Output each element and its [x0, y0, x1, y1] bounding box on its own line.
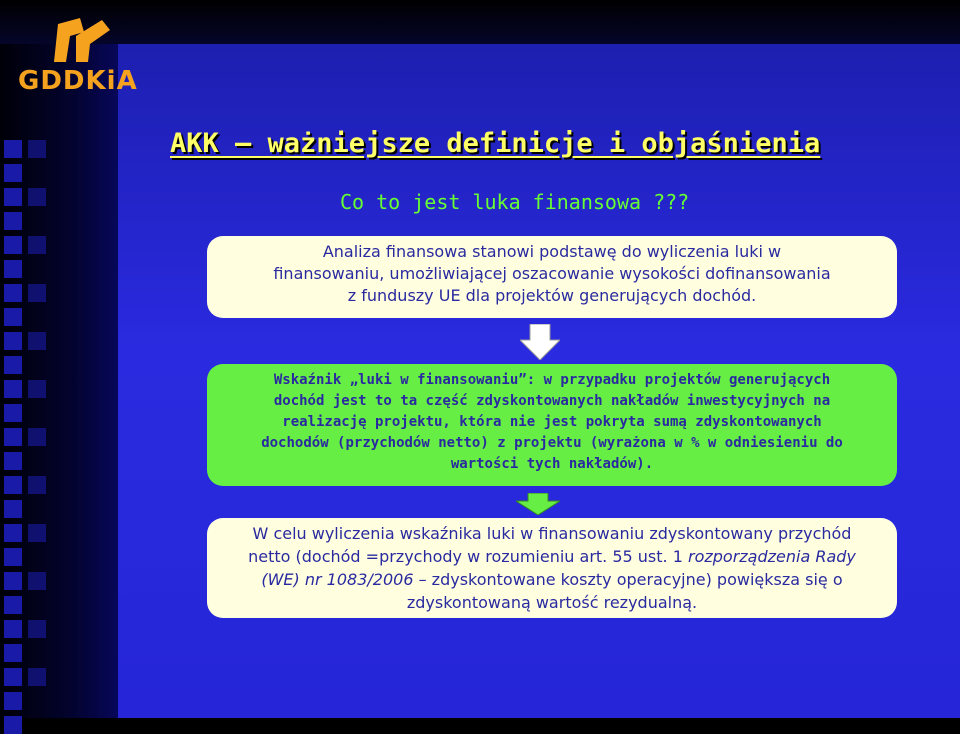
slide-subtitle: Co to jest luka finansowa ???	[340, 190, 690, 214]
financial-analysis-box	[207, 236, 897, 318]
box3-line: W celu wyliczenia wskaźnika luki w finansowaniu zdyskontowany przychód	[252, 524, 852, 543]
box3-line	[215, 568, 889, 591]
box2-line: Wskaźnik „luki w finansowaniu”: w przypadku projektów generujących	[273, 372, 831, 388]
box2-line: wartości tych nakładów).	[450, 456, 654, 472]
box3-regulation-text: (WE) nr 1083/2006	[261, 570, 414, 589]
box2-line: dochód jest to ta część zdyskontowanych nakładów inwestycyjnych na	[273, 393, 831, 409]
box2-line: realizację projektu, która nie jest pokryta sumą zdyskontowanych	[282, 414, 822, 430]
box3-text: – zdyskontowane koszty operacyjne) powiększa się o	[413, 570, 843, 589]
box3-regulation-text: rozporządzenia Rady	[687, 547, 856, 566]
gddkia-logo	[18, 14, 148, 96]
funding-gap-definition-box	[207, 364, 897, 486]
calculation-method-box	[207, 518, 897, 618]
box1-line: Analiza finansowa stanowi podstawę do wyliczenia luki w	[322, 242, 782, 261]
logo-mark-icon	[18, 14, 148, 70]
down-arrow-icon	[516, 493, 560, 515]
box3-text: netto (dochód =przychody w rozumieniu art. 55 ust. 1	[248, 547, 688, 566]
box3-line	[215, 545, 889, 568]
box3-line: zdyskontowaną wartość rezydualną.	[406, 593, 698, 612]
left-strip	[0, 44, 118, 718]
down-arrow-icon	[520, 324, 560, 360]
box1-line: z funduszy UE dla projektów generujących dochód.	[347, 286, 757, 305]
slide-title: AKK – ważniejsze definicje i objaśnienia	[170, 128, 821, 159]
box2-line: dochodów (przychodów netto) z projektu (wyrażona w % w odniesieniu do	[261, 435, 843, 451]
box1-line: finansowaniu, umożliwiającej oszacowanie wysokości dofinansowania	[273, 264, 831, 283]
logo-text: GDDKiA	[18, 66, 138, 96]
